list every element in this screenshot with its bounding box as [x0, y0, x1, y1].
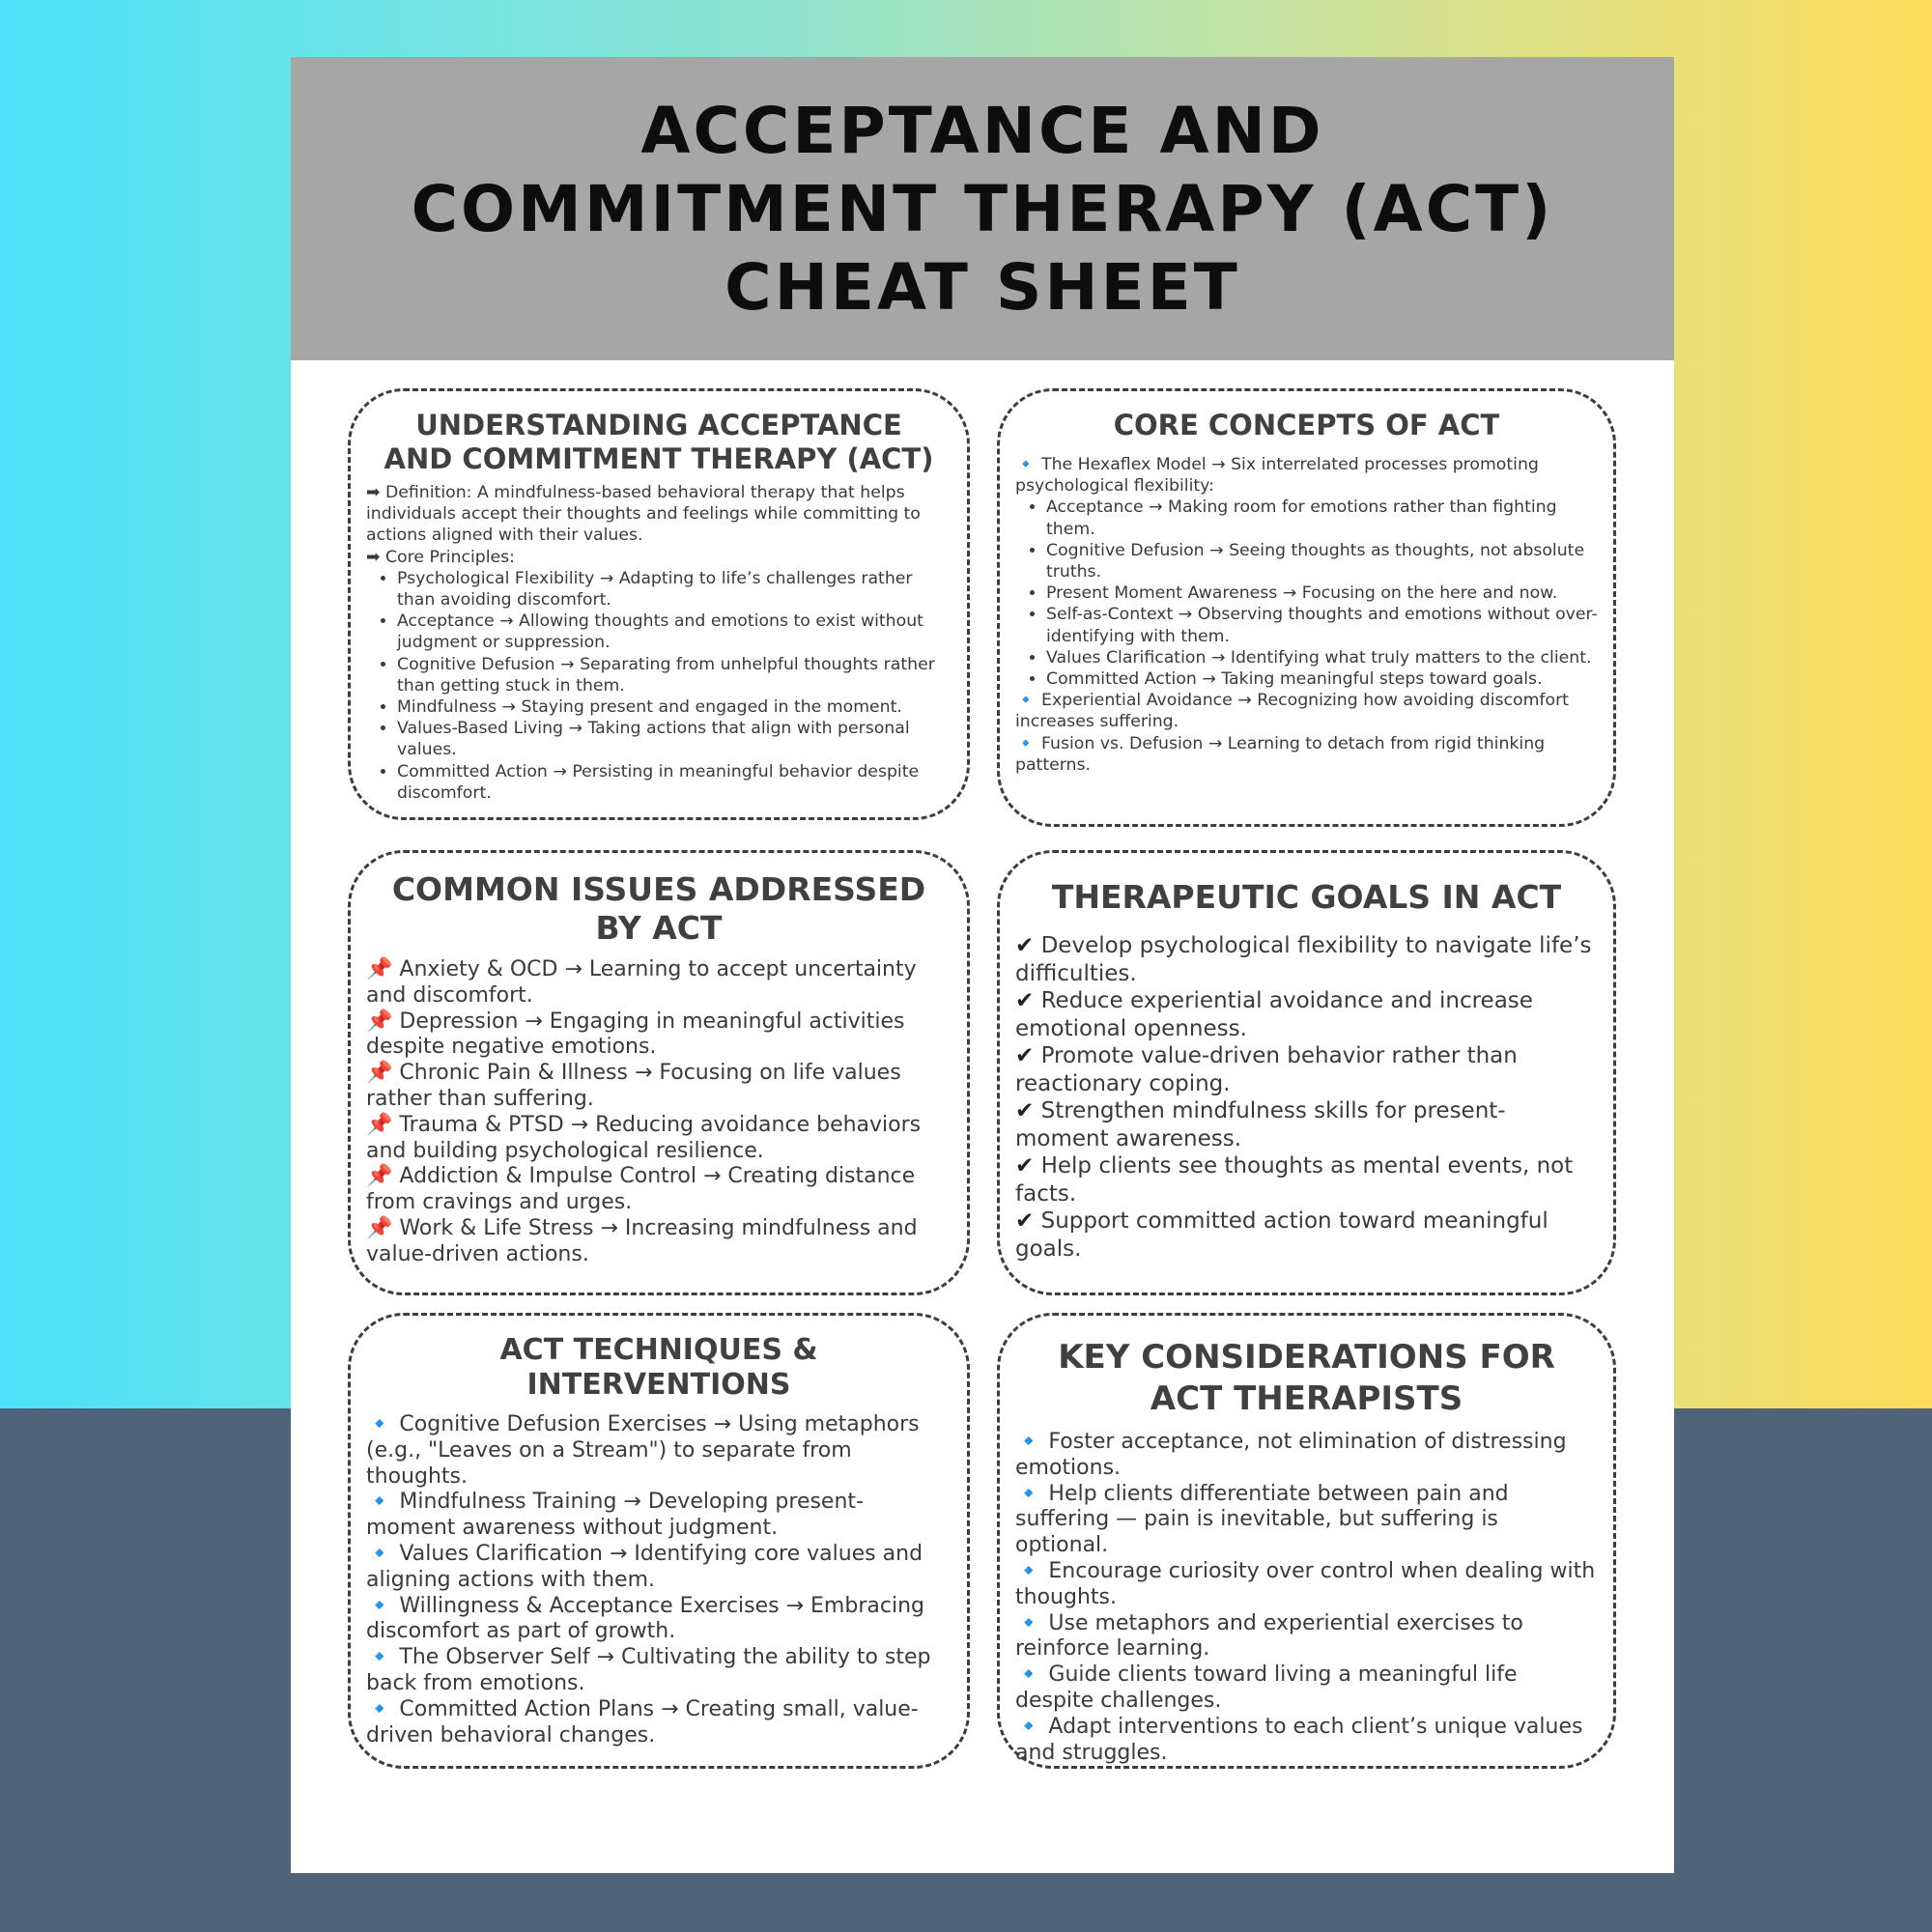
blue-diamond-icon: 🔹: [1015, 455, 1037, 474]
blue-diamond-icon: 🔹: [366, 1541, 393, 1566]
list-item: • Cognitive Defusion → Separating from unhelpful thoughts rather than getting stuck in them.: [397, 654, 952, 696]
core-concepts-body: [1015, 454, 1598, 776]
list-item: ✔ Support committed action toward meaningful goals.: [1015, 1208, 1548, 1262]
list-item: • Values Clarification → Identifying what truly matters to the client.: [1046, 647, 1598, 668]
list-item: 🔹 Committed Action Plans → Creating small, value-driven behavioral changes.: [366, 1696, 919, 1747]
list-item: 🔹 Guide clients toward living a meaningful life despite challenges.: [1015, 1662, 1518, 1713]
list-item: 📌 Addiction & Impulse Control → Creating distance from cravings and urges.: [366, 1164, 916, 1215]
core-principles-list: [366, 568, 952, 804]
understanding-act-heading: UNDERSTANDING ACCEPTANCE AND COMMITMENT THERAPY (ACT): [384, 409, 934, 475]
key-considerations-heading: KEY CONSIDERATIONS FOR ACT THERAPISTS: [1058, 1338, 1555, 1418]
list-item: • Committed Action → Taking meaningful steps toward goals.: [1046, 668, 1598, 690]
check-mark-icon: ✔: [1015, 933, 1035, 958]
hexaflex-list: [1015, 497, 1598, 690]
pushpin-icon: 📌: [366, 1215, 393, 1240]
cheat-sheet-page: [291, 57, 1674, 1873]
therapeutic-goals-body: [1015, 932, 1598, 1263]
list-item: 🔹 Adapt interventions to each client’s unique values and struggles.: [1015, 1714, 1583, 1765]
pushpin-icon: 📌: [366, 1061, 393, 1086]
list-item: 📌 Work & Life Stress → Increasing mindfulness and value-driven actions.: [366, 1215, 918, 1266]
blue-diamond-icon: 🔹: [1015, 1714, 1042, 1739]
experiential-avoidance-text: Experiential Avoidance → Recognizing how avoiding discomfort increases suffering.: [1015, 691, 1569, 732]
blue-diamond-icon: 🔹: [1015, 1662, 1042, 1688]
list-item: 🔹 Willingness & Acceptance Exercises → Embracing discomfort as part of growth.: [366, 1593, 924, 1644]
arrow-right-icon: ➡: [366, 483, 381, 502]
list-item: 📌 Trauma & PTSD → Reducing avoidance behaviors and building psychological resilience.: [366, 1112, 922, 1163]
page-title-line-1: ACCEPTANCE AND: [640, 93, 1324, 168]
blue-diamond-icon: 🔹: [366, 1696, 393, 1721]
blue-diamond-icon: 🔹: [1015, 1430, 1042, 1454]
key-considerations-card: [997, 1313, 1616, 1769]
list-item: ✔ Strengthen mindfulness skills for present-moment awareness.: [1015, 1098, 1506, 1151]
understanding-act-card: [348, 388, 970, 820]
common-issues-heading: COMMON ISSUES ADDRESSED BY ACT: [391, 870, 926, 947]
pushpin-icon: 📌: [366, 1009, 393, 1034]
common-issues-card: [348, 850, 970, 1295]
list-item: ✔ Help clients see thoughts as mental events, not facts.: [1015, 1153, 1574, 1207]
list-item: 📌 Depression → Engaging in meaningful activities despite negative emotions.: [366, 1009, 905, 1060]
list-item: • Mindfulness → Staying present and engaged in the moment.: [397, 696, 952, 718]
list-item: ✔ Reduce experiential avoidance and increase emotional openness.: [1015, 988, 1533, 1041]
definition-text: Definition: A mindfulness-based behavioral therapy that helps individuals accept their thoughts and feelings while committing to actions aligned with their values.: [366, 483, 921, 546]
blue-diamond-icon: 🔹: [1015, 1558, 1042, 1583]
list-item: • Present Moment Awareness → Focusing on the here and now.: [1046, 582, 1598, 604]
therapeutic-goals-card: [997, 850, 1616, 1295]
arrow-right-icon: ➡: [366, 547, 381, 567]
core-concepts-heading: CORE CONCEPTS OF ACT: [1113, 409, 1500, 441]
techniques-card: [348, 1313, 970, 1769]
techniques-body: [366, 1412, 952, 1748]
list-item: • Acceptance → Making room for emotions rather than fighting them.: [1046, 497, 1598, 539]
common-issues-body: [366, 957, 952, 1268]
blue-diamond-icon: 🔹: [1015, 1610, 1042, 1635]
blue-diamond-icon: 🔹: [1015, 1481, 1042, 1506]
list-item: • Values-Based Living → Taking actions that align with personal values.: [397, 718, 952, 760]
blue-diamond-icon: 🔹: [1015, 691, 1037, 711]
key-considerations-body: [1015, 1430, 1598, 1766]
list-item: • Cognitive Defusion → Seeing thoughts as thoughts, not absolute truths.: [1046, 540, 1598, 582]
list-item: 🔹 Encourage curiosity over control when dealing with thoughts.: [1015, 1558, 1596, 1609]
list-item: 🔹 Foster acceptance, not elimination of distressing emotions.: [1015, 1430, 1567, 1480]
therapeutic-goals-heading: THERAPEUTIC GOALS IN ACT: [1051, 878, 1562, 916]
pushpin-icon: 📌: [366, 957, 393, 981]
core-principles-label: Core Principles:: [384, 547, 515, 567]
blue-diamond-icon: 🔹: [1015, 733, 1037, 753]
blue-diamond-icon: 🔹: [366, 1593, 393, 1618]
check-mark-icon: ✔: [1015, 1153, 1035, 1179]
list-item: 🔹 Use metaphors and experiential exercises to reinforce learning.: [1015, 1610, 1523, 1662]
page-title-line-2: COMMITMENT THERAPY (ACT): [411, 171, 1554, 246]
check-mark-icon: ✔: [1015, 1208, 1035, 1234]
fusion-defusion-text: Fusion vs. Defusion → Learning to detach from rigid thinking patterns.: [1015, 733, 1546, 775]
list-item: • Acceptance → Allowing thoughts and emotions to exist without judgment or suppression.: [397, 611, 952, 653]
check-mark-icon: ✔: [1015, 988, 1035, 1013]
list-item: ✔ Promote value-driven behavior rather than reactionary coping.: [1015, 1043, 1518, 1096]
list-item: 🔹 The Observer Self → Cultivating the ability to step back from emotions.: [366, 1645, 931, 1695]
check-mark-icon: ✔: [1015, 1043, 1035, 1068]
list-item: 🔹 Cognitive Defusion Exercises → Using metaphors (e.g., "Leaves on a Stream") to separate from thoughts.: [366, 1412, 920, 1489]
title-banner: [291, 57, 1674, 360]
understanding-act-body: [366, 482, 952, 804]
list-item: 🔹 Help clients differentiate between pain and suffering — pain is inevitable, but suffering is optional.: [1015, 1481, 1509, 1558]
pushpin-icon: 📌: [366, 1112, 393, 1137]
list-item: ✔ Develop psychological flexibility to navigate life’s difficulties.: [1015, 933, 1592, 986]
blue-diamond-icon: 🔹: [366, 1645, 393, 1670]
list-item: 📌 Anxiety & OCD → Learning to accept uncertainty and discomfort.: [366, 957, 917, 1008]
blue-diamond-icon: 🔹: [366, 1412, 393, 1436]
list-item: 📌 Chronic Pain & Illness → Focusing on life values rather than suffering.: [366, 1061, 901, 1111]
hexaflex-text: The Hexaflex Model → Six interrelated processes promoting psychological flexibility:: [1015, 455, 1539, 497]
list-item: 🔹 Values Clarification → Identifying core values and aligning actions with them.: [366, 1541, 923, 1592]
techniques-heading: ACT TECHNIQUES & INTERVENTIONS: [499, 1333, 818, 1402]
page-title-line-3: CHEAT SHEET: [724, 249, 1240, 325]
list-item: • Psychological Flexibility → Adapting to life’s challenges rather than avoiding discomfort.: [397, 568, 952, 611]
blue-diamond-icon: 🔹: [366, 1490, 393, 1515]
list-item: • Self-as-Context → Observing thoughts and emotions without over-identifying with them.: [1046, 604, 1598, 646]
pushpin-icon: 📌: [366, 1164, 393, 1189]
list-item: • Committed Action → Persisting in meaningful behavior despite discomfort.: [397, 761, 952, 804]
core-concepts-card: [997, 388, 1616, 827]
list-item: 🔹 Mindfulness Training → Developing present-moment awareness without judgment.: [366, 1490, 864, 1541]
check-mark-icon: ✔: [1015, 1098, 1035, 1123]
